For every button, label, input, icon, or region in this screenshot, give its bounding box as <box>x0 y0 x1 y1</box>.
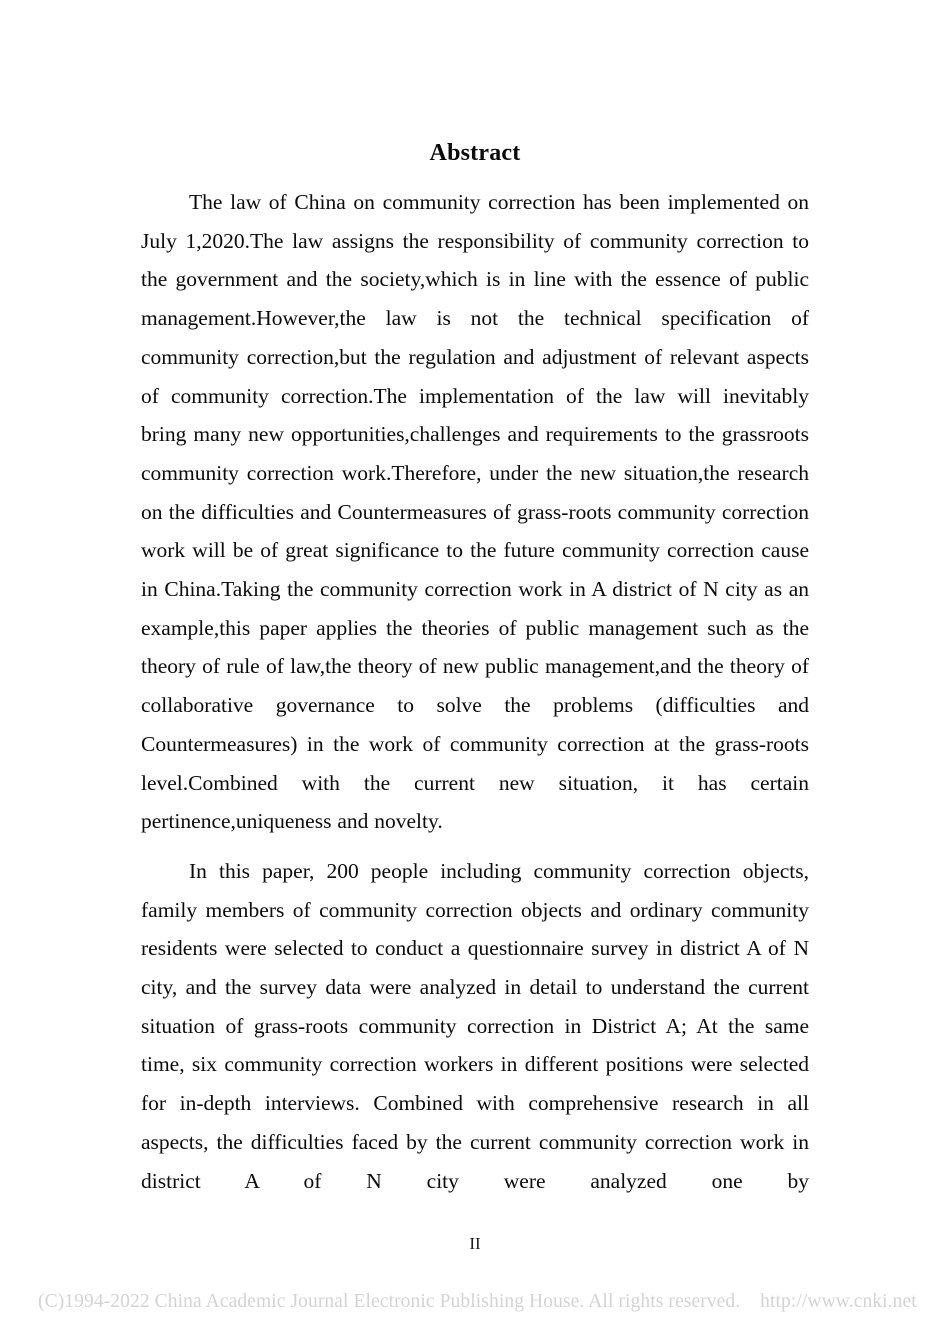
page-title: Abstract <box>429 140 521 167</box>
cnki-copyright-watermark: (C)1994-2022 China Academic Journal Electronic Publishing House. All rights reserved. http://www.cnki.net <box>38 1291 917 1312</box>
abstract-paragraph-2: In this paper, 200 people including community correction objects, family members of community correction objects and ordinary community residents were selected to conduct a questionnaire survey in district A of N city, and the survey data were analyzed in detail to understand the current situation of grass-roots community correction in District A; At the same time, six community correction workers in different positions were selected for in-depth interviews. Combined with comprehensive research in all aspects, the difficulties faced by the current community correction work in district A of N city were analyzed one by <box>141 858 809 1193</box>
page-number: II <box>469 1234 481 1253</box>
body-text-column <box>141 183 809 1200</box>
abstract-paragraph-1: The law of China on community correction has been implemented on July 1,2020.The law assigns the responsibility of community correction to the government and the society,which is in line with the essence of public management.However,the law is not the technical specification of community correction,but the regulation and adjustment of relevant aspects of community correction.The implementation of the law will inevitably bring many new opportunities,challenges and requirements to the grassroots community correction work.Therefore, under the new situation,the research on the difficulties and Countermeasures of grass-roots community correction work will be of great significance to the future community correction cause in China.Taking the community correction work in A district of N city as an example,this paper applies the theories of public management such as the theory of rule of law,the theory of new public management,and the theory of collaborative governance to solve the problems (difficulties and Countermeasures) in the work of community correction at the grass-roots level.Combined with the current new situation, it has certain pertinence,uniqueness and novelty. <box>141 190 809 834</box>
